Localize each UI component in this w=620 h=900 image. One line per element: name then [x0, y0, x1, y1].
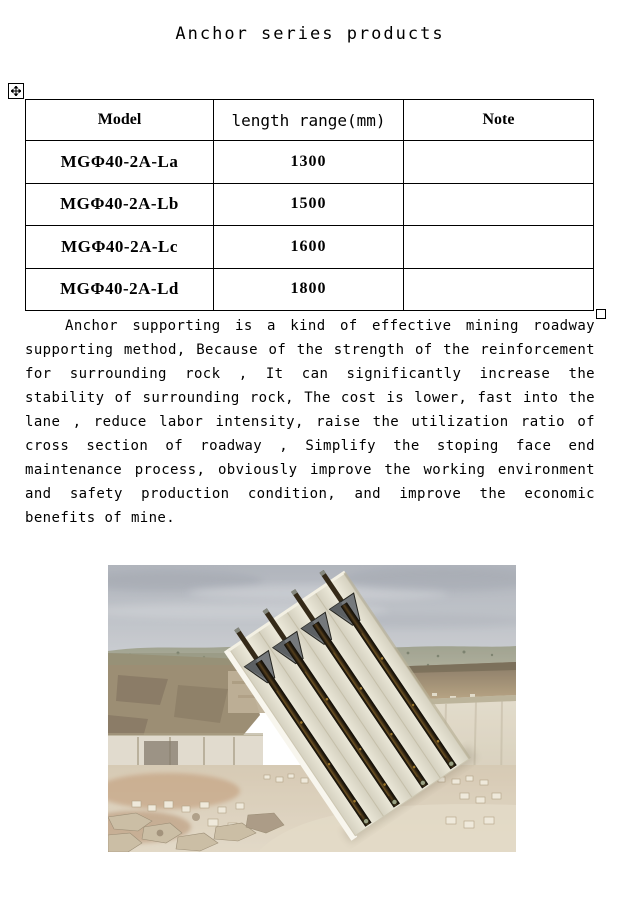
length-cell[interactable]: 1600	[214, 226, 404, 269]
body-paragraph[interactable]: Anchor supporting is a kind of effective mining roadway supporting method, Because of the strength of the reinforcement for surrounding rock , It can significantly increase the stability of surrounding rock, The cost is lower, fast into the lane , reduce labor intensity, raise the utilization ratio of cross section of roadway , Simplify the stoping face end maintenance process, obviously improve the working environment and safety production condition, and improve the economic benefits of mine.	[25, 318, 595, 526]
note-cell[interactable]	[404, 268, 594, 311]
length-cell[interactable]: 1800	[214, 268, 404, 311]
product-photo[interactable]	[108, 565, 516, 852]
col-header-note[interactable]: Note	[404, 100, 594, 141]
model-cell[interactable]: MGΦ40-2A-Ld	[26, 268, 214, 311]
quarry-scene	[108, 565, 516, 852]
model-cell[interactable]: MGΦ40-2A-Lc	[26, 226, 214, 269]
move-icon	[11, 86, 21, 96]
table-row	[26, 141, 594, 184]
note-cell[interactable]	[404, 226, 594, 269]
table-resize-handle[interactable]	[596, 309, 606, 319]
length-cell[interactable]: 1500	[214, 183, 404, 226]
table-row	[26, 268, 594, 311]
model-cell[interactable]: MGΦ40-2A-La	[26, 141, 214, 184]
col-header-model[interactable]: Model	[26, 100, 214, 141]
note-cell[interactable]	[404, 141, 594, 184]
table-move-handle[interactable]	[8, 83, 24, 99]
table-row	[26, 183, 594, 226]
note-cell[interactable]	[404, 183, 594, 226]
products-table	[25, 99, 594, 311]
col-header-length-range[interactable]: length range(mm)	[214, 100, 404, 141]
header-row	[26, 100, 594, 141]
model-cell[interactable]: MGΦ40-2A-Lb	[26, 183, 214, 226]
table-row	[26, 226, 594, 269]
page-title[interactable]: Anchor series products	[175, 24, 445, 44]
length-cell[interactable]: 1300	[214, 141, 404, 184]
